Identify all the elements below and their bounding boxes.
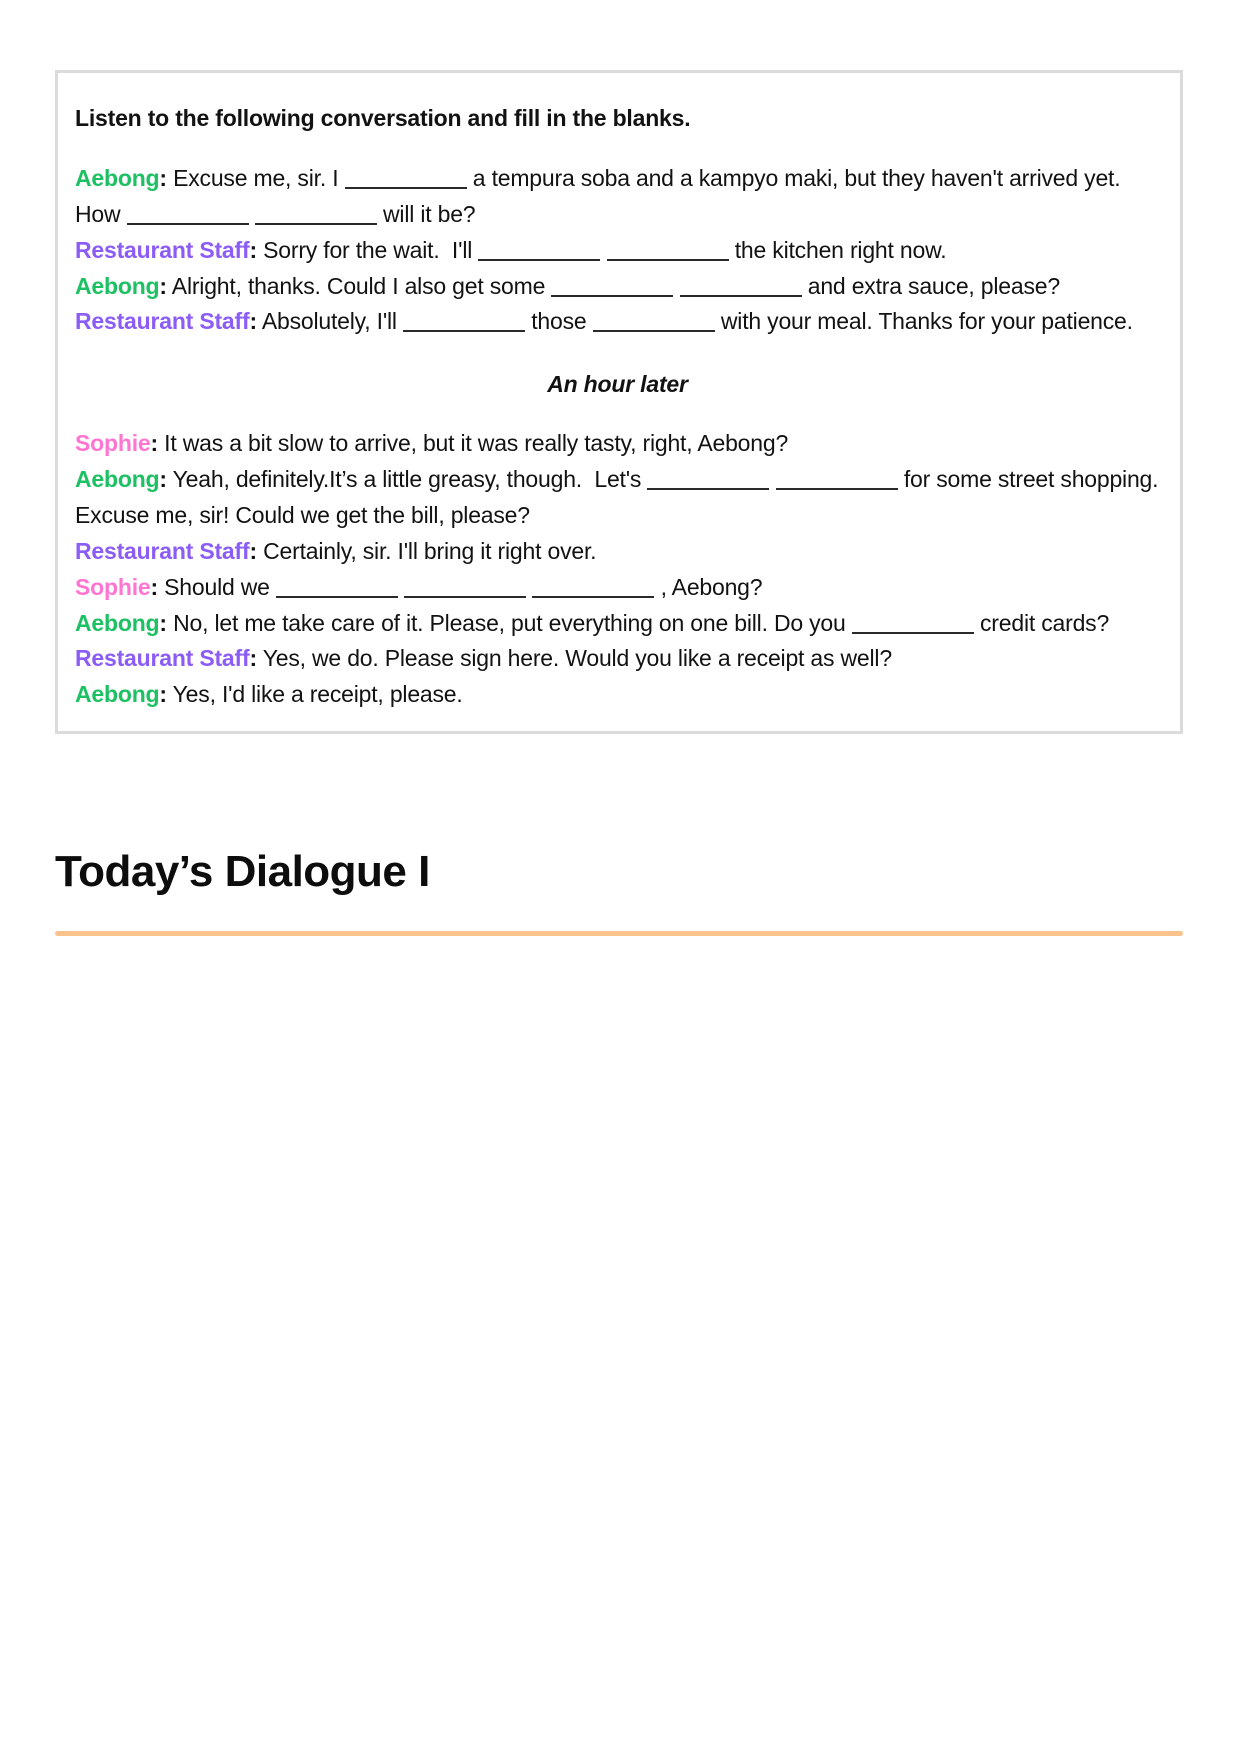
dialogue-line: Aebong: Yes, I'd like a receipt, please.	[75, 681, 463, 708]
speaker-colon: :	[159, 164, 167, 191]
section-heading: Today’s Dialogue I	[55, 847, 430, 897]
dialogue-line: Sophie: It was a bit slow to arrive, but it was really tasty, right, Aebong?	[75, 430, 789, 457]
fill-in-blank	[345, 179, 467, 189]
fill-in-blank	[532, 587, 654, 597]
speaker-colon: :	[249, 645, 257, 672]
dialogue-line: Restaurant Staff: Yes, we do. Please sign here. Would you like a receipt as well?	[75, 645, 892, 672]
fill-in-blank	[776, 480, 898, 490]
fill-in-blank	[551, 286, 673, 296]
scene-divider: An hour later	[547, 371, 688, 398]
speaker-name: Sophie	[75, 430, 151, 457]
fill-in-blank	[647, 480, 769, 490]
speaker-colon: :	[249, 537, 257, 564]
speaker-colon: :	[159, 681, 167, 708]
speaker-colon: :	[159, 272, 167, 299]
speaker-name: Aebong	[75, 272, 160, 299]
fill-in-blank	[404, 587, 526, 597]
speaker-name: Restaurant Staff	[75, 236, 250, 263]
speaker-name: Sophie	[75, 573, 151, 600]
fill-in-blank	[127, 214, 249, 224]
dialogue-line: Aebong: Yeah, definitely.It’s a little greasy, though. Let's for some street shopping. Excuse me, sir! Could we get the bill, please?	[75, 466, 1159, 528]
dialogue-part-1	[75, 161, 1160, 340]
speaker-colon: :	[249, 308, 257, 335]
speaker-name: Aebong	[75, 681, 160, 708]
accent-rule	[55, 931, 1183, 936]
fill-in-blank	[403, 322, 525, 332]
fill-in-blank	[478, 250, 600, 260]
speaker-colon: :	[150, 430, 158, 457]
dialogue-part-2	[75, 426, 1160, 713]
speaker-name: Restaurant Staff	[75, 537, 250, 564]
dialogue-line: Aebong: No, let me take care of it. Please, put everything on one bill. Do you credit cards?	[75, 609, 1110, 636]
speaker-colon: :	[159, 609, 167, 636]
exercise-instruction: Listen to the following conversation and fill in the blanks.	[75, 105, 691, 131]
dialogue-line: Aebong: Alright, thanks. Could I also get some and extra sauce, please?	[75, 272, 1060, 299]
speaker-name: Aebong	[75, 466, 160, 492]
dialogue-line: Restaurant Staff: Absolutely, I'll those with your meal. Thanks for your patience.	[75, 308, 1133, 335]
fill-in-blank	[276, 587, 398, 597]
fill-in-blank	[852, 623, 974, 633]
speaker-name: Aebong	[75, 164, 160, 191]
speaker-colon: :	[150, 573, 158, 600]
speaker-name: Restaurant Staff	[75, 308, 250, 335]
fill-in-blank	[680, 286, 802, 296]
dialogue-line: Sophie: Should we , Aebong?	[75, 573, 763, 600]
dialogue-line: Restaurant Staff: Sorry for the wait. I'll the kitchen right now.	[75, 236, 947, 263]
listening-exercise-box	[55, 70, 1183, 734]
fill-in-blank	[255, 214, 377, 224]
speaker-name: Aebong	[75, 609, 160, 636]
speaker-name: Restaurant Staff	[75, 645, 250, 672]
fill-in-blank	[607, 250, 729, 260]
speaker-colon: :	[249, 236, 257, 263]
dialogue-line: Restaurant Staff: Certainly, sir. I'll bring it right over.	[75, 537, 597, 564]
dialogue-line: Aebong: Excuse me, sir. I a tempura soba and a kampyo maki, but they haven't arrived yet. How will it be?	[75, 164, 1121, 227]
speaker-colon: :	[159, 466, 167, 492]
fill-in-blank	[593, 322, 715, 332]
